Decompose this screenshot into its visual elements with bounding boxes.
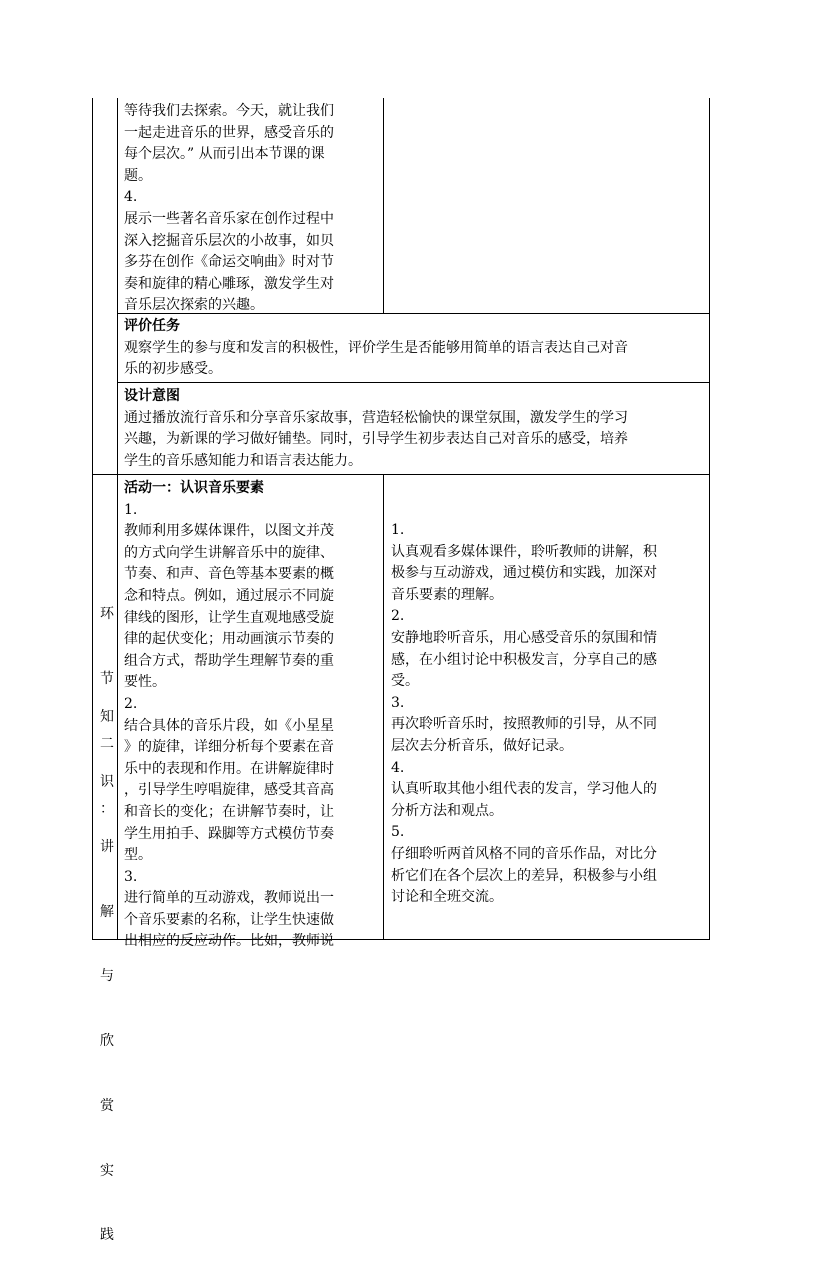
row-divider xyxy=(117,382,710,383)
text-line: 音乐层次探索的兴趣。 xyxy=(124,297,264,314)
stage-label-char: 讲 xyxy=(100,838,114,855)
text-line: 音乐要素的理解。 xyxy=(391,586,503,603)
text-line: 的方式向学生讲解音乐中的旋律、 xyxy=(124,544,334,561)
text-line: 2. xyxy=(124,695,138,712)
stage-label-char: 节 xyxy=(100,670,114,687)
text-line: 学生用拍手、跺脚等方式模仿节奏 xyxy=(124,825,334,842)
activity-one-student-cell xyxy=(391,520,705,909)
stage-label-char: 与 xyxy=(100,968,114,985)
text-line: 进行简单的互动游戏，教师说出一 xyxy=(124,890,334,907)
text-line: 1. xyxy=(124,501,138,518)
text-line: 感，在小组讨论中积极发言，分享自己的感 xyxy=(391,651,657,668)
text-line: 》的旋律，详细分析每个要素在音 xyxy=(124,739,334,756)
table-left-border xyxy=(92,98,93,940)
activity-one-teacher-cell xyxy=(124,478,380,953)
text-line: 极参与互动游戏，通过模仿和实践，加深对 xyxy=(391,565,657,582)
text-line: 3. xyxy=(124,868,138,885)
text-line: 深入挖掘音乐层次的小故事，如贝 xyxy=(124,232,334,249)
text-line: 5. xyxy=(391,824,405,841)
text-line: 受。 xyxy=(391,673,419,690)
stage-label-char: 赏 xyxy=(100,1097,114,1114)
stage-label-char: 识 xyxy=(100,773,114,790)
stage-label-part-two xyxy=(100,664,118,1269)
text-line: 乐中的表现和作用。在讲解旋律时 xyxy=(124,760,334,777)
text-line: 一起走进音乐的世界，感受音乐的 xyxy=(124,124,334,141)
stage-label-char: 践 xyxy=(100,1227,114,1244)
text-line: 认真听取其他小组代表的发言，学习他人的 xyxy=(391,781,657,798)
text-line: 认真观看多媒体课件，聆听教师的讲解，积 xyxy=(391,543,657,560)
teacher-activity-continuation xyxy=(124,101,380,317)
evaluation-task-heading: 评价任务 xyxy=(124,318,180,334)
stage-label-char: 解 xyxy=(100,903,114,920)
text-line: 1. xyxy=(391,522,405,538)
text-line: 律的起伏变化；用动画演示节奏的 xyxy=(124,631,334,648)
text-line: 念和特点。例如，通过展示不同旋 xyxy=(124,587,334,604)
stage-label-char: 环 xyxy=(100,606,114,623)
evaluation-task-section xyxy=(124,316,706,381)
stage-label-char: 欣 xyxy=(100,1033,114,1050)
text-line: 4. xyxy=(124,189,138,206)
text-line: 等待我们去探索。今天，就让我们 xyxy=(124,103,334,119)
text-line: 教师利用多媒体课件，以图文并茂 xyxy=(124,523,334,540)
text-line: 奏和旋律的精心雕琢，激发学生对 xyxy=(124,275,334,292)
column-divider-upper xyxy=(383,98,384,313)
text-line: 安静地聆听音乐，用心感受音乐的氛围和情 xyxy=(391,629,657,646)
text-line: 结合具体的音乐片段，如《小星星 xyxy=(124,717,334,734)
text-line: 乐的初步感受。 xyxy=(124,361,222,378)
text-line: 个音乐要素的名称，让学生快速做 xyxy=(124,911,334,928)
text-line: 出相应的反应动作。比如，教师说 xyxy=(124,933,334,950)
text-line: 要性。 xyxy=(124,674,166,691)
stage-label-char: ： xyxy=(100,800,114,817)
text-line: 学生的音乐感知能力和语言表达能力。 xyxy=(124,452,362,469)
text-line: 再次聆听音乐时，按照教师的引导，从不同 xyxy=(391,716,657,733)
text-line: 4. xyxy=(391,759,405,776)
text-line: 题。 xyxy=(124,167,152,184)
text-line: 3. xyxy=(391,694,405,711)
table-right-border xyxy=(709,98,710,940)
stage-label-char: 知 xyxy=(100,709,114,726)
column-divider-lower xyxy=(383,474,384,940)
text-line: 层次去分析音乐，做好记录。 xyxy=(391,737,573,754)
text-line: 析它们在各个层次上的差异，积极参与小组 xyxy=(391,867,657,884)
stage-label-char: 实 xyxy=(100,1162,114,1179)
text-line: 组合方式，帮助学生理解节奏的重 xyxy=(124,652,334,669)
text-line: 和音长的变化；在讲解节奏时，让 xyxy=(124,803,334,820)
text-line: 分析方法和观点。 xyxy=(391,802,503,819)
text-line: 型。 xyxy=(124,847,152,864)
text-line: 仔细聆听两首风格不同的音乐作品，对比分 xyxy=(391,845,657,862)
text-line: 多芬在创作《命运交响曲》时对节 xyxy=(124,254,334,271)
text-line: 2. xyxy=(391,608,405,625)
row-divider xyxy=(92,474,710,475)
text-line: 节奏、和声、音色等基本要素的概 xyxy=(124,566,334,583)
text-line: 展示一些著名音乐家在创作过程中 xyxy=(124,210,334,227)
text-line: 律线的图形，让学生直观地感受旋 xyxy=(124,609,334,626)
text-line: 兴趣，为新课的学习做好铺垫。同时，引导学生初步表达自己对音乐的感受，培养 xyxy=(124,431,628,448)
text-line: 讨论和全班交流。 xyxy=(391,889,503,906)
text-line: 通过播放流行音乐和分享音乐家故事，营造轻松愉快的课堂氛围，激发学生的学习 xyxy=(124,409,628,426)
text-line: ，引导学生哼唱旋律，感受其音高 xyxy=(124,782,334,799)
text-line: 观察学生的参与度和发言的积极性，评价学生是否能够用简单的语言表达自己对音 xyxy=(124,339,628,356)
stage-label-char: 二 xyxy=(100,735,114,752)
design-intent-section xyxy=(124,386,706,472)
activity-heading: 活动一：认识音乐要素 xyxy=(124,480,264,496)
design-intent-heading: 设计意图 xyxy=(124,388,180,404)
text-line: 每个层次。” 从而引出本节课的课 xyxy=(124,146,325,163)
